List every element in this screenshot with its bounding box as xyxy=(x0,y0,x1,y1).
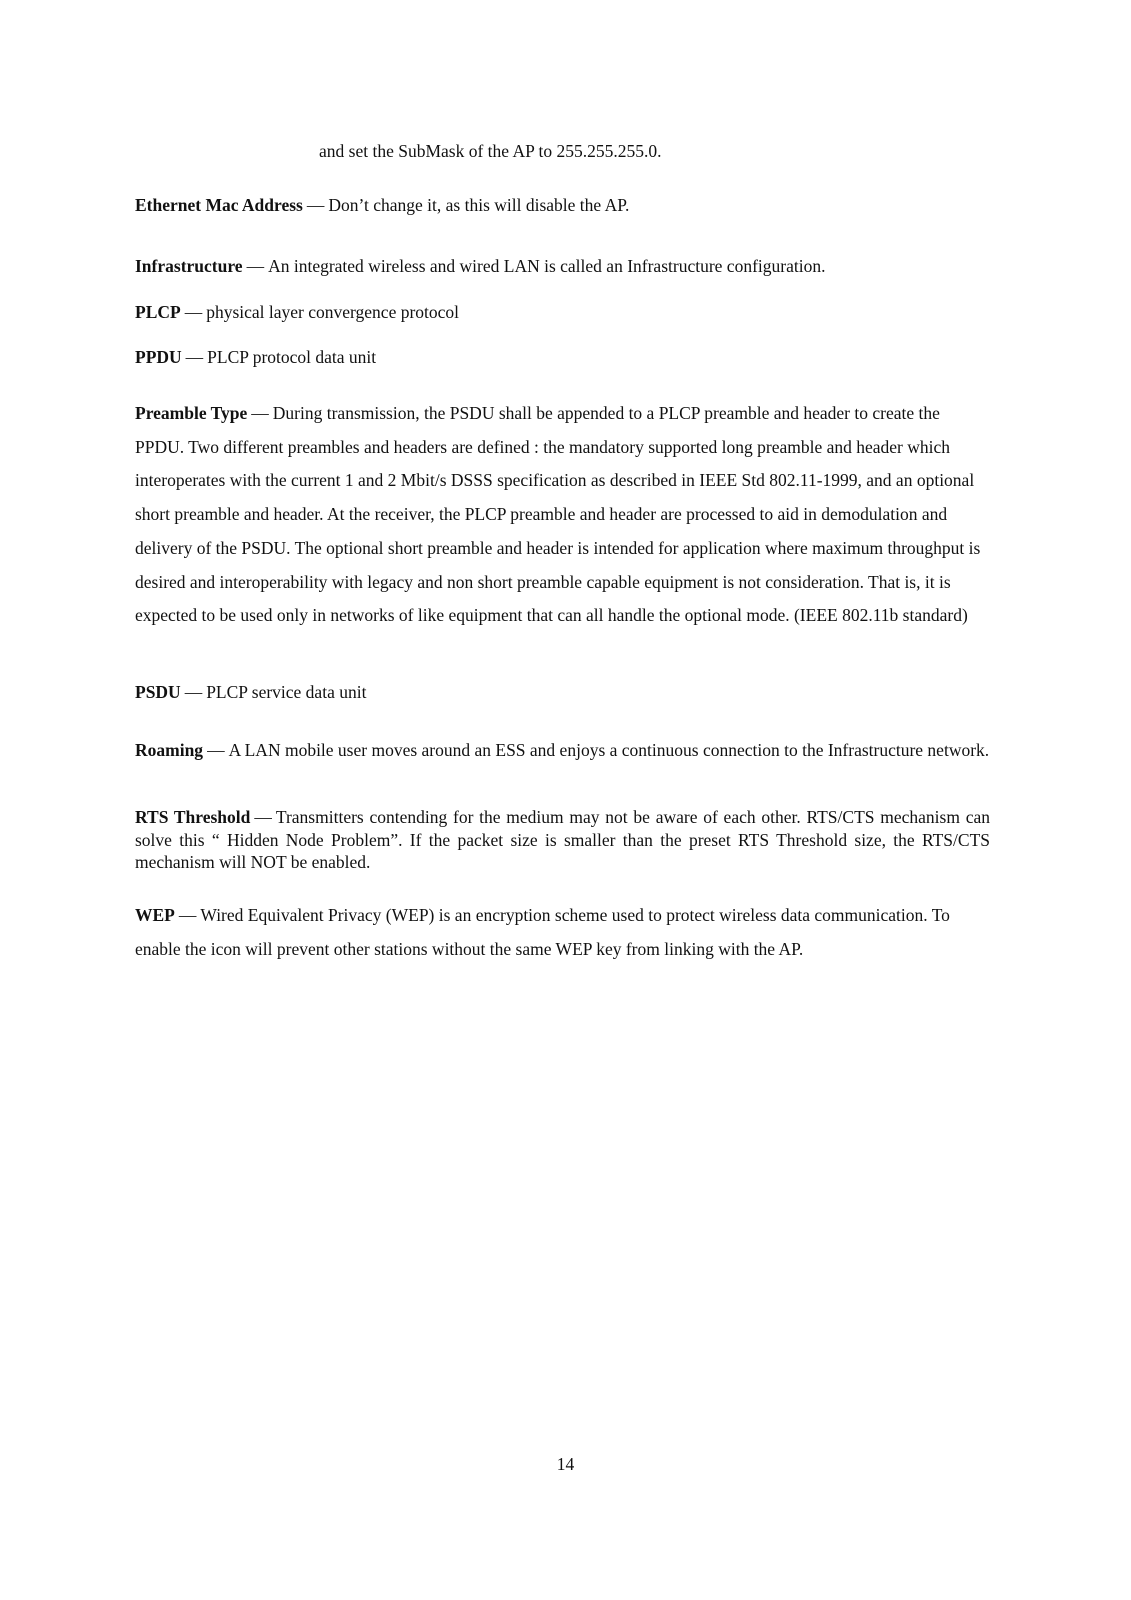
continuation-text: and set the SubMask of the AP to 255.255.255.0. xyxy=(319,141,662,161)
glossary-entry-rts-threshold xyxy=(135,806,990,874)
glossary-term: Infrastructure xyxy=(135,256,243,276)
glossary-definition: During transmission, the PSDU shall be appended to a PLCP preamble and header to create the PPDU. Two different preambles and headers are defined : the mandatory supported long preamble and header which interoperates with the current 1 and 2 Mbit/s DSSS specification as described in IEEE Std 802.11-1999, and an optional short preamble and header. At the receiver, the PLCP preamble and header are processed to aid in demodulation and delivery of the PSDU. The optional short preamble and header is intended for application where maximum throughput is desired and interoperability with legacy and non short preamble capable equipment is not consideration. That is, it is expected to be used only in networks of like equipment that can all handle the optional mode. (IEEE 802.11b standard) xyxy=(135,403,981,626)
glossary-term: PPDU xyxy=(135,347,182,367)
glossary-term: PSDU xyxy=(135,682,181,702)
glossary-term: WEP xyxy=(135,905,175,925)
em-dash: — xyxy=(251,403,269,423)
glossary-definition: An integrated wireless and wired LAN is called an Infrastructure configuration. xyxy=(268,256,826,276)
glossary-definition: Don’t change it, as this will disable the AP. xyxy=(328,195,630,215)
glossary-definition: Wired Equivalent Privacy (WEP) is an encryption scheme used to protect wireless data communication. To enable the icon will prevent other stations without the same WEP key from linking with the AP. xyxy=(135,905,950,959)
glossary-definition: physical layer convergence protocol xyxy=(206,302,460,322)
em-dash: — xyxy=(306,195,325,215)
glossary-definition: A LAN mobile user moves around an ESS and enjoys a continuous connection to the Infrastructure network. xyxy=(228,740,990,760)
glossary-term: Roaming xyxy=(135,740,204,760)
em-dash: — xyxy=(178,905,197,925)
em-dash: — xyxy=(246,256,265,276)
glossary-term: Ethernet Mac Address xyxy=(135,195,303,215)
glossary-entry-preamble-type xyxy=(135,397,990,633)
em-dash: — xyxy=(185,347,204,367)
em-dash: — xyxy=(207,740,225,760)
em-dash: — xyxy=(184,682,203,702)
glossary-term: Preamble Type xyxy=(135,403,248,423)
glossary-entry-roaming xyxy=(135,739,990,762)
glossary-term: PLCP xyxy=(135,302,181,322)
glossary-entry-ethernet-mac-address xyxy=(135,195,990,216)
glossary-definition: PLCP protocol data unit xyxy=(207,347,377,367)
glossary-entry-plcp xyxy=(135,302,990,323)
glossary-entry-infrastructure xyxy=(135,256,990,277)
em-dash: — xyxy=(184,302,203,322)
glossary-definition: Transmitters contending for the medium may not be aware of each other. RTS/CTS mechanism can solve this “ Hidden Node Problem”. If the packet size is smaller than the preset RTS Threshold size, the RTS/CTS mechanism will NOT be enabled. xyxy=(135,807,990,872)
glossary-definition: PLCP service data unit xyxy=(206,682,367,702)
page-number: 14 xyxy=(556,1454,575,1474)
glossary-term: RTS Threshold xyxy=(135,807,251,827)
glossary-entry-wep xyxy=(135,898,990,966)
em-dash: — xyxy=(254,807,272,827)
glossary-entry-psdu xyxy=(135,682,990,703)
glossary-entry-ppdu xyxy=(135,347,990,368)
